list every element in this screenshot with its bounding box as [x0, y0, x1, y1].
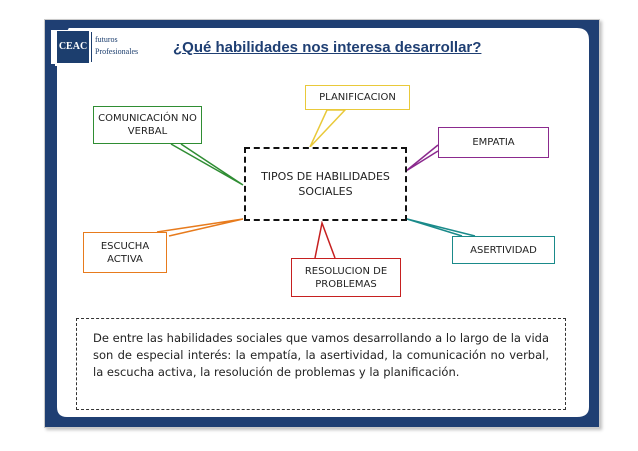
node-empatia-label: EMPATIA: [472, 137, 515, 148]
node-empatia: [438, 127, 549, 158]
node-escucha-label: ESCUCHA ACTIVA: [100, 240, 150, 265]
node-escucha: [83, 232, 167, 273]
connector-asertividad: [407, 219, 475, 236]
logo-text-line2: Profesionales: [95, 47, 139, 56]
connector-escucha: [157, 219, 243, 236]
node-planificacion: [305, 85, 410, 110]
connector-comunicacion: [171, 144, 243, 185]
node-resolucion-label: RESOLUCION DE PROBLEMAS: [304, 265, 388, 290]
summary-text: De entre las habilidades sociales que vamos desarrollando a lo largo de la vida son de especial interés: la empatía, la asertividad, la comunicación no verbal, la escucha activa, la resolución de problemas y la planificación.: [76, 318, 566, 410]
center-node: [244, 147, 407, 221]
node-comunicacion-label: COMUNICACIÓN NO VERBAL: [98, 113, 197, 137]
connector-planificacion: [310, 110, 345, 147]
connector-empatia: [406, 145, 438, 171]
logo-text-line1: futuros: [95, 35, 118, 44]
node-planificacion-label: PLANIFICACION: [319, 92, 396, 103]
connector-resolucion: [315, 223, 335, 258]
node-resolucion: [291, 258, 401, 297]
slide-title: ¿Qué habilidades nos interesa desarrollar?: [173, 39, 482, 56]
node-asertividad: [452, 236, 555, 264]
node-asertividad-label: ASERTIVIDAD: [470, 244, 537, 256]
center-node-label: TIPOS DE HABILIDADES SOCIALES: [261, 170, 390, 198]
slide: [44, 19, 600, 428]
node-comunicacion: [93, 106, 202, 144]
logo-mark: CEAC: [57, 31, 89, 63]
